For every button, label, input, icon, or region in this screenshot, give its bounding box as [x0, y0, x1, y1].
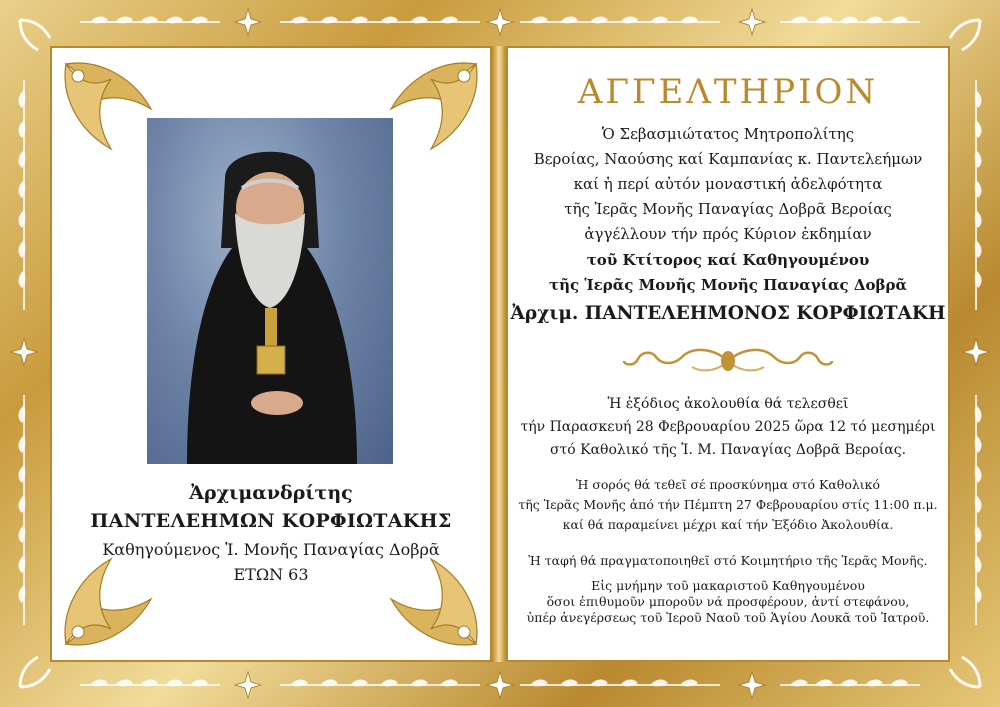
- age-label: ΕΤΩΝ 63: [233, 565, 309, 584]
- funeral-line: Ἡ ἐξόδιος ἀκολουθία θά τελεσθεῖ: [607, 396, 849, 412]
- announce-line: Ὁ Σεβασμιώτατος Μητροπολίτης: [601, 125, 855, 143]
- viewing-line: καί θά παραμείνει μέχρι καί τήν Ἐξόδιο Ἀκολουθία.: [562, 517, 894, 532]
- founder-line: τοῦ Κτίτορος καί Καθηγουμένου: [586, 251, 870, 269]
- scroll-flourish-icon: [622, 343, 834, 379]
- viewing-line: Ἡ σορός θά τεθεῖ σέ προσκύνημα στό Καθολικό: [575, 477, 881, 492]
- announce-line: καί ἡ περί αὐτόν μοναστική ἀδελφότητα: [573, 175, 883, 193]
- announce-line: τῆς Ἱερᾶς Μονῆς Παναγίας Δοβρᾶ Βεροίας: [564, 200, 892, 218]
- deceased-name: ΠΑΝΤΕΛΕΗΜΩΝ ΚΟΡΦΙΩΤΑΚΗΣ: [90, 510, 452, 532]
- page-title: ΑΓΓΕΛΤΗΡΙΟΝ: [577, 72, 879, 112]
- monastery-line: τῆς Ἱερᾶς Μονῆς Μονῆς Παναγίας Δοβρᾶ: [548, 276, 907, 294]
- memory-line: ὑπέρ ἀνεγέρσεως τοῦ Ἱεροῦ Ναοῦ τοῦ Ἁγίου Λουκᾶ τοῦ Ἰατροῦ.: [526, 610, 930, 625]
- funeral-line: τήν Παρασκευή 28 Φεβρουαρίου 2025 ὥρα 12 τό μεσημέρι: [520, 419, 936, 435]
- burial-line: Ἡ ταφή θά πραγματοποιηθεῖ στό Κοιμητήριο τῆς Ἱερᾶς Μονῆς.: [528, 553, 928, 568]
- deceased-title-line: Ἀρχιμ. ΠΑΝΤΕΛΕΗΜΟΝΟΣ ΚΟΡΦΙΩΤΑΚΗ: [510, 303, 946, 324]
- portrait-photo: [147, 118, 393, 464]
- announce-line: Βεροίας, Ναούσης καί Καμπανίας κ. Παντελεήμων: [533, 150, 923, 168]
- memory-line: ὅσοι ἐπιθυμοῦν μποροῦν νά προσφέρουν, ἀντί στεφάνου,: [546, 594, 910, 609]
- viewing-line: τῆς Ἱερᾶς Μονῆς ἀπό τήν Πέμπτη 27 Φεβρουαρίου στίς 11:00 π.μ.: [518, 497, 938, 512]
- role-label: Καθηγούμενος Ἱ. Μονῆς Παναγίας Δοβρᾶ: [102, 540, 440, 559]
- funeral-line: στό Καθολικό τῆς Ἱ. Μ. Παναγίας Δοβρᾶ Βεροίας.: [549, 442, 907, 458]
- announce-line: ἀγγέλλουν τήν πρός Κύριον ἐκδημίαν: [584, 225, 872, 243]
- center-divider: [492, 46, 506, 662]
- rank-label: Ἀρχιμανδρίτης: [189, 482, 353, 504]
- memory-line: Εἰς μνήμην τοῦ μακαριστοῦ Καθηγουμένου: [591, 578, 865, 593]
- monk-portrait-illustration: [147, 118, 393, 464]
